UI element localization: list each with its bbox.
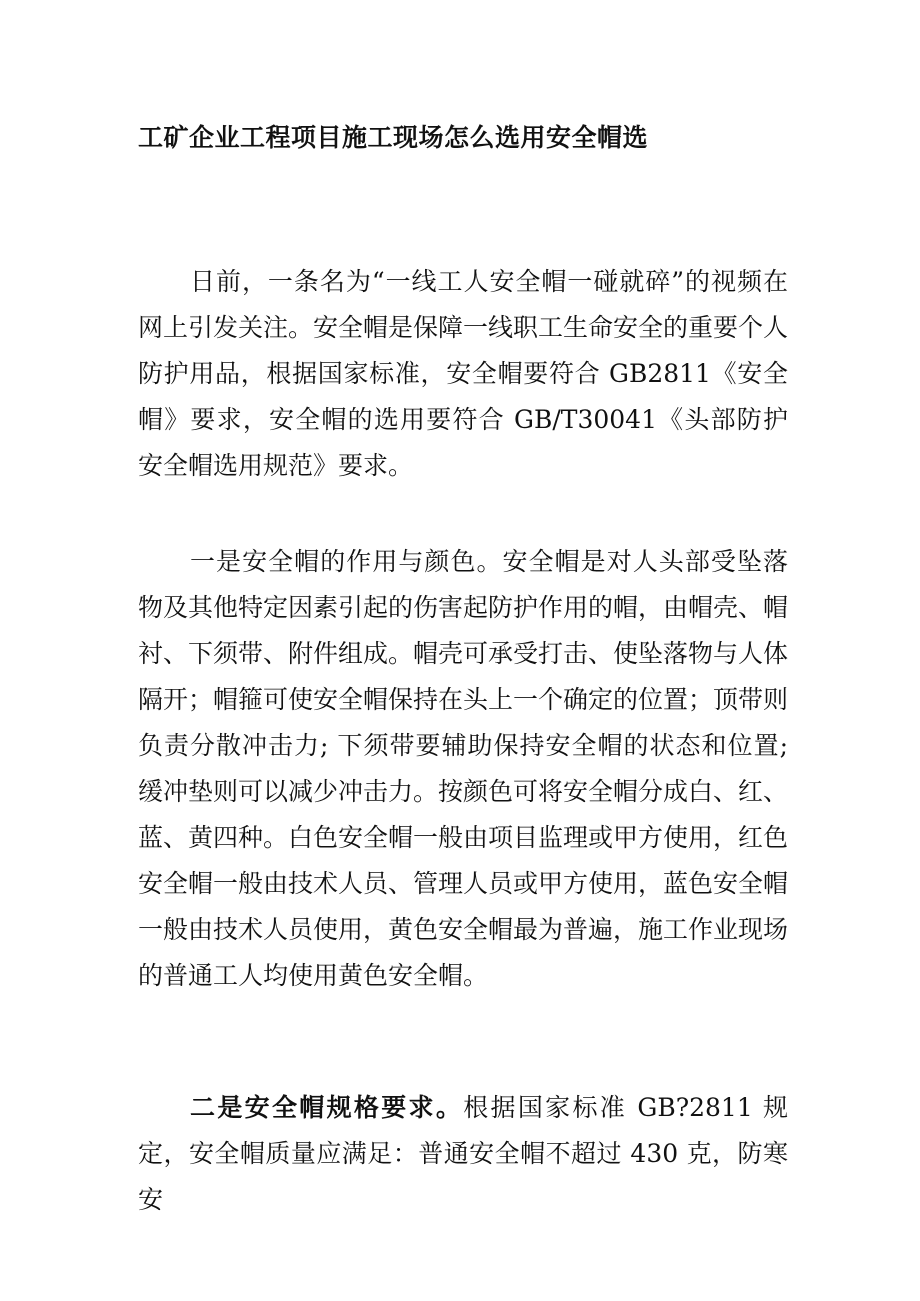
paragraph-specification-lead: 二是安全帽规格要求。: [190, 1093, 464, 1122]
paragraph-specification-body: 根据国家标准 GB?2811 规定，安全帽质量应满足：普通安全帽不超过 430 克，防寒安: [138, 1093, 788, 1214]
paragraph-function-and-color: 一是安全帽的作用与颜色。安全帽是对人头部受坠落物及其他特定因素引起的伤害起防护作用的帽，由帽壳、帽衬、下须带、附件组成。帽壳可承受打击、使坠落物与人体隔开；帽箍可使安全帽保持在头上一个确定的位置；顶带则负责分散冲击力; 下须带要辅助保持安全帽的状态和位置; 缓冲垫则可以减少冲击力。按颜色可将安全帽分成白、红、蓝、黄四种。白色安全帽一般由项目监理或甲方使用，红色安全帽一般由技术人员、管理人员或甲方使用，蓝色安全帽一般由技术人员使用，黄色安全帽最为普遍，施工作业现场的普通工人均使用黄色安全帽。: [138, 547, 789, 990]
document-title: 工矿企业工程项目施工现场怎么选用安全帽选: [138, 123, 649, 152]
paragraph-intro: 日前，一条名为“一线工人安全帽一碰就碎”的视频在网上引发关注。安全帽是保障一线职工生命安全的重要个人防护用品，根据国家标准，安全帽要符合 GB2811《安全帽》要求，安全帽的选用要符合 GB/T30041《头部防护安全帽选用规范》要求。: [138, 267, 789, 480]
paragraph-specification: [138, 1085, 788, 1223]
